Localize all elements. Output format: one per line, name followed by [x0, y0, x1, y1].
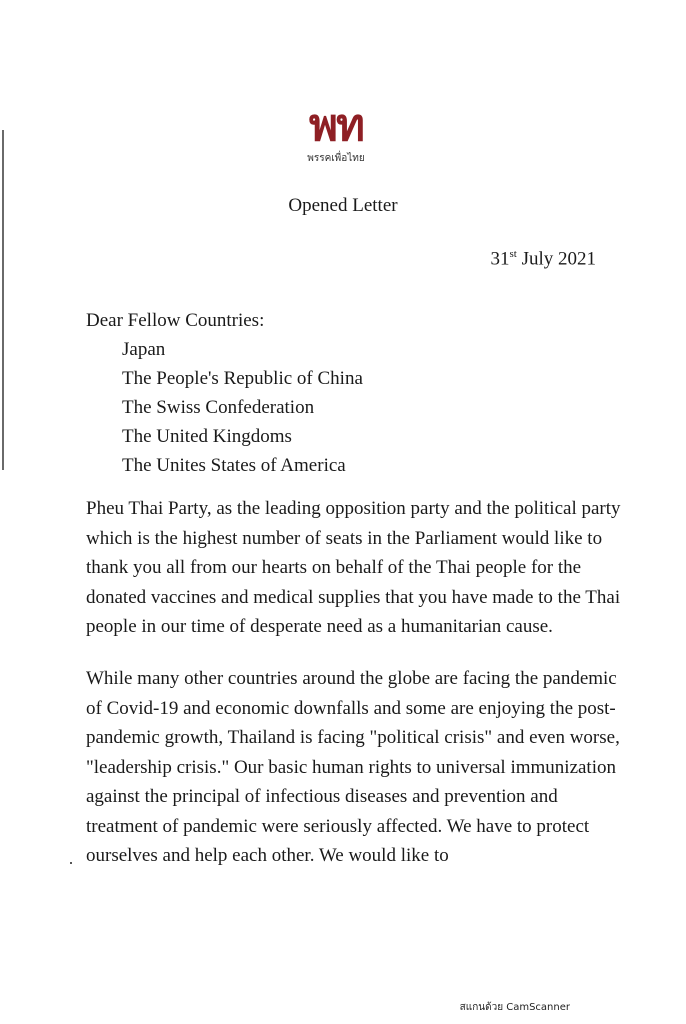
scan-edge-line	[2, 130, 4, 470]
body-paragraph: While many other countries around the globe are facing the pandemic of Covid-19 and economic downfalls and some are enjoying the post-pandemic growth, Thailand is facing "political crisis" and even worse, "leadership crisis." Our basic human rights to universal immunization against the principal of infectious diseases and prevention and treatment of pandemic were seriously affected. We have to protect ourselves and help each other. We would like to	[86, 668, 620, 866]
recipient-item: The Unites States of America	[122, 455, 346, 476]
salutation: Dear Fellow Countries:	[86, 310, 265, 331]
recipient-item: The Swiss Confederation	[122, 397, 315, 418]
date-day: 31	[490, 248, 510, 270]
letter-date	[490, 248, 596, 270]
party-logo	[286, 100, 386, 174]
recipient-item: The People's Republic of China	[122, 368, 363, 389]
date-rest: July 2021	[516, 248, 596, 270]
date-suffix: st	[509, 248, 517, 260]
scanner-watermark: สแกนด้วย CamScanner	[459, 1002, 570, 1013]
letter-heading: Opened Letter	[288, 195, 398, 216]
body-paragraph: Pheu Thai Party, as the leading opposition party and the political party which is the highest number of seats in the Parliament would like to thank you all from our hearts on behalf of the Thai people for the donated vaccines and medical supplies that you have made to the Thai people in our time of desperate need as a humanitarian cause.	[86, 498, 621, 637]
logo-mark: พท	[308, 100, 363, 151]
scan-speck	[70, 862, 72, 864]
logo-text: พรรคเพื่อไทย	[307, 153, 365, 164]
recipient-item: Japan	[122, 339, 166, 360]
recipient-list	[122, 335, 363, 480]
recipient-item: The United Kingdoms	[122, 426, 292, 447]
